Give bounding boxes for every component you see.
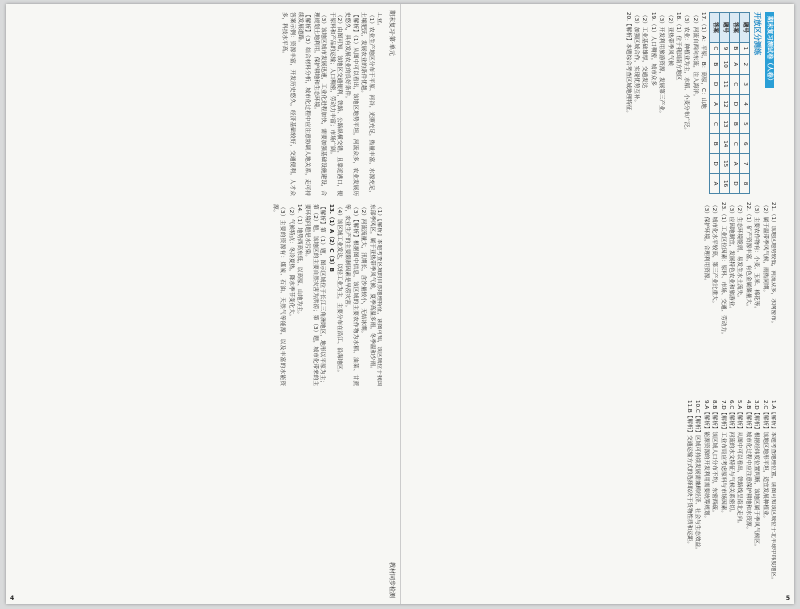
table-cell: 11 [720, 74, 730, 94]
text-paragraph: 11.B【解析】交通运输方式的选择取决于货物性质和运距。 [685, 400, 692, 547]
text-paragraph: （2）气候特点：冬冷夏热，降水季节变化大。 [287, 204, 294, 320]
answer-table [709, 12, 750, 194]
table-cell: 7 [740, 154, 750, 174]
table-cell: 9 [720, 42, 730, 54]
text-paragraph: 21.（1）该地区地势较低，河流众多，水网密布。 [770, 202, 776, 327]
table-cell: B [730, 42, 740, 54]
right-page-column-3 [406, 400, 776, 596]
text-paragraph: 2.C【解析】该地区地形平坦，适宜发展种植业。 [761, 400, 768, 522]
table-cell: 13 [720, 114, 730, 134]
text-paragraph: 3.D【解析】根据经纬度位置判断，该地区属于季风气候区。 [753, 400, 760, 550]
table-cell: 题号 [720, 13, 730, 43]
page-number-left: 4 [10, 595, 15, 602]
left-page-column-1 [12, 12, 382, 196]
text-paragraph: 7.D【解析】工业布局应考虑原料与市场因素。 [719, 400, 726, 516]
table-cell: D [730, 174, 740, 194]
text-paragraph: 20.【解析】本题综合考查区域地理特征。 [624, 12, 631, 116]
text-paragraph: 【解析】（3）结合材料分析，城市化过程中应注意协调人地关系，走可持续发展道路。 [296, 12, 311, 196]
right-page-content [400, 4, 794, 604]
text-paragraph: （3）应因地制宜，发展特色农业和旅游业。 [727, 202, 734, 312]
text-paragraph: （2）河流流量大，汛期长，含沙量较小，无结冰期。 [360, 204, 367, 337]
table-row [720, 13, 730, 194]
text-paragraph: （2）河流自西向东流，注入海洋。 [691, 12, 698, 100]
table-cell: 2 [740, 54, 750, 74]
text-paragraph: （3）该地区城市发展迅速，工业化进程加快，需要加强基础设施建设，合理规划土地利用，保护耕地和生态环境。 [312, 12, 327, 196]
document-spread [6, 4, 794, 604]
text-paragraph: （2）城市化水平较高，第三产业比重大。 [711, 202, 718, 307]
section-bar: 期末复习测试卷（人卷） [765, 12, 774, 88]
table-cell: 题号 [740, 13, 750, 43]
table-cell: A [730, 154, 740, 174]
left-page-header [386, 4, 400, 604]
text-paragraph: （2）生态环境脆弱，易发生水土流失。 [736, 202, 743, 301]
text-paragraph: 工业。 [376, 12, 382, 29]
text-paragraph: 4.B【解析】城市化过程中应注意保护耕地和水资源。 [744, 400, 751, 533]
table-cell: 16 [720, 174, 730, 194]
table-cell: D [730, 94, 740, 114]
table-cell: C [730, 74, 740, 94]
text-paragraph: （1）农业生产地区分布于平原、河谷，光照充足，热量丰富，水源充足，土壤肥沃，发展农业的条件优越。 [360, 12, 374, 196]
text-paragraph: （2）由图可知，该地区交通便利，铁路、公路纵横交错，且靠近港口，便于原料和产品的运输；人口稠密，劳动力丰富；市场广阔。 [328, 12, 342, 196]
left-header-right: 教材同步检测 [388, 561, 395, 598]
table-cell: D [710, 74, 720, 94]
table-cell: 10 [720, 54, 730, 74]
table-cell: A [730, 54, 740, 74]
right-page-column-2 [406, 202, 776, 392]
table-cell: 1 [740, 42, 750, 54]
table-cell: C [710, 114, 720, 134]
text-paragraph: （3）开发利用旅游资源，发展第三产业。 [658, 12, 665, 117]
table-cell: 14 [720, 134, 730, 154]
text-paragraph: （3）主要的资源有：煤炭、石油、天然气等能源，以及丰富的水能资源。 [271, 204, 286, 386]
text-paragraph: 6.C【解析】河流的水文特征与气候关系密切。 [727, 400, 734, 516]
table-cell: B [730, 114, 740, 134]
table-cell: 3 [740, 74, 750, 94]
table-cell: C [710, 42, 720, 54]
table-cell: D [710, 154, 720, 174]
text-paragraph: （2）属于温带季风气候，雨热同期。 [761, 202, 768, 296]
table-cell: 答案 [730, 13, 740, 43]
page-number-right: 5 [785, 595, 790, 602]
text-paragraph: 【解析】（1）从图中可以看出，该地区地势平坦，河流众多，农业发展历史悠久，具有发展农业的良好条件。 [344, 12, 358, 196]
text-paragraph: 13.（1）A（2）C（3）B [327, 204, 334, 272]
text-paragraph: （2）亚热带季风气候 [666, 12, 673, 66]
text-paragraph: （1）【解析】本题考查区域的自然地理特征，读图可知，该区域位于我国东部季风区，属于亚热带季风气候，夏季高温多雨，冬季温和少雨。 [368, 204, 382, 386]
text-paragraph: （3）保护环境，合理利用资源。 [702, 202, 709, 284]
text-paragraph: 18.（1）位于我国南方地区 [674, 12, 681, 81]
table-row [710, 13, 720, 194]
text-paragraph: 17.（1）A：平原，B：高原，C：山地 [700, 12, 707, 109]
table-cell: A [710, 94, 720, 114]
table-cell: 5 [740, 114, 750, 134]
left-page-content [6, 4, 400, 604]
table-cell: 8 [740, 174, 750, 194]
text-paragraph: （4）该区域工业发达，以轻工业为主，主要分布在沿江、沿海地区。 [335, 204, 342, 376]
table-row [730, 13, 740, 194]
text-paragraph: 8.B【解析】该区域人口分布不均，东密西疏。 [711, 400, 718, 516]
text-paragraph: 5.A【解析】从图中可以看出，铁路线呈南北走向。 [736, 400, 743, 527]
text-paragraph: 9.A【解析】能源资源的开发利用需要统筹规划。 [702, 400, 709, 522]
text-paragraph: 10.C【解析】区域可持续发展需兼顾经济、社会与生态效益。 [694, 400, 701, 553]
right-page [400, 4, 794, 604]
text-paragraph: （3）【解析】根据图中信息，该区域的主要农作物为水稻、油菜、甘蔗等，农业生产的主要限制因素是旱涝灾害。 [344, 204, 358, 386]
table-cell: 6 [740, 134, 750, 154]
text-paragraph: 1.A【解析】本题考查地理位置，读图可知该区域位于北半球中纬度地区。 [770, 400, 776, 583]
text-paragraph: （2）工业基础雄厚，交通发达 [641, 12, 648, 89]
table-cell: 15 [720, 154, 730, 174]
text-paragraph: （3）农业：种植业为主，水稻、小麦分布广泛。 [683, 12, 690, 134]
text-paragraph: 19.（1）人口稠密，城市众多 [649, 12, 656, 86]
table-cell: 12 [720, 94, 730, 114]
text-paragraph: 【解析】第（1）题，图示区域位于长江三角洲地区，地形以平原为主；第（2）题，该地区的主要自然灾害为洪涝；第（3）题，城市化带来的主要环境问题是水污染。 [304, 204, 326, 386]
text-paragraph: （3）主要农作物有：小麦、玉米、棉花等。 [753, 202, 760, 312]
left-header-left: 期末复习·第·单元 [388, 10, 395, 56]
text-paragraph: 14.（1）地势西高东低，以高原、山地为主。 [295, 204, 302, 318]
table-cell: A [710, 174, 720, 194]
right-page-column-1 [406, 12, 776, 194]
text-paragraph: 22.（1）矿产资源丰富，有色金属储量大。 [744, 202, 751, 310]
left-page [6, 4, 401, 604]
text-paragraph: 答案示例：资源丰富，开发历史悠久，经济基础较好，交通便利，人才众多，科技水平高。 [281, 12, 295, 196]
table-cell: 4 [740, 94, 750, 114]
text-paragraph: （3）加强区域合作，实现优势互补。 [632, 12, 639, 106]
table-cell: 答案 [710, 13, 720, 43]
section-title: 开放区分测练 [752, 12, 762, 56]
text-paragraph: 23.（1）工业区位因素：原料、市场、交通、劳动力。 [719, 202, 726, 338]
table-cell: B [710, 134, 720, 154]
left-page-column-2 [12, 204, 382, 386]
table-cell: B [710, 54, 720, 74]
table-cell: C [730, 134, 740, 154]
table-row [740, 13, 750, 194]
